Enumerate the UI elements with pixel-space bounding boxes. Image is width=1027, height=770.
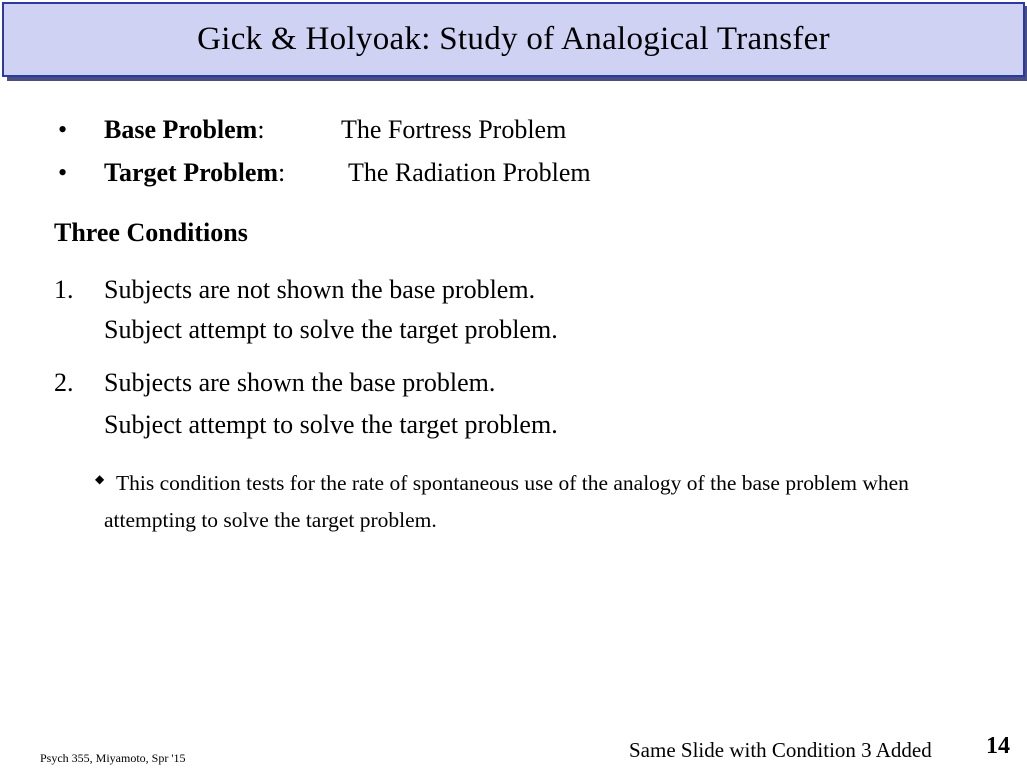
bullet-base-problem <box>104 115 265 145</box>
diamond-bullet-icon: ◆ <box>95 472 105 486</box>
condition-number: 2. <box>54 368 74 397</box>
conditions-heading: Three Conditions <box>54 218 248 247</box>
slide-title: Gick & Holyoak: Study of Analogical Transfer <box>197 21 830 57</box>
condition-number: 1. <box>54 275 74 304</box>
footer-note: Same Slide with Condition 3 Added <box>629 738 932 762</box>
condition-note: This condition tests for the rate of spontaneous use of the analogy of the base problem when attempting to solve the target problem. <box>104 471 909 532</box>
bullet-value: The Fortress Problem <box>341 115 567 144</box>
slide-title-bar <box>2 2 1025 77</box>
bullet-marker: • <box>58 158 68 187</box>
bullet-value: The Radiation Problem <box>348 158 591 187</box>
footer-course: Psych 355, Miyamoto, Spr '15 <box>40 751 186 765</box>
bullet-label: Base Problem <box>104 115 258 144</box>
bullet-separator: : <box>278 158 286 187</box>
condition-line: Subject attempt to solve the target problem. <box>104 410 558 439</box>
bullet-label: Target Problem <box>104 158 279 187</box>
bullet-marker: • <box>58 115 68 144</box>
condition-line: Subject attempt to solve the target problem. <box>104 315 558 344</box>
bullet-target-problem <box>104 158 285 188</box>
slide-number: 14 <box>986 733 1010 759</box>
condition-line: Subjects are shown the base problem. <box>104 368 496 397</box>
condition-line: Subjects are not shown the base problem. <box>104 275 536 304</box>
bullet-separator: : <box>257 115 265 144</box>
